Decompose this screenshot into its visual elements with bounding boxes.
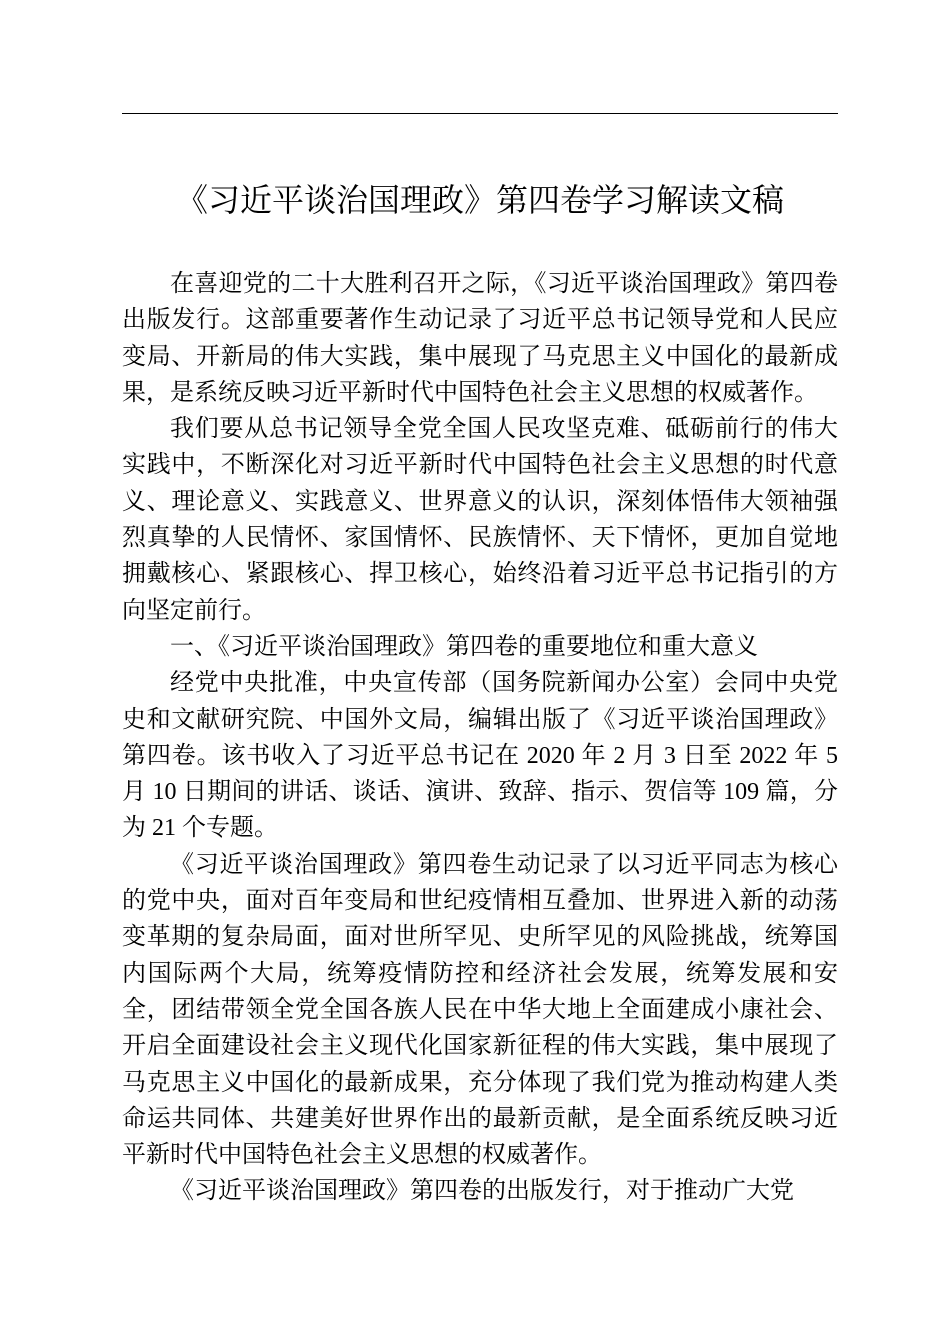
header-rule (122, 113, 838, 114)
document-title: 《习近平谈治国理政》第四卷学习解读文稿 (175, 181, 784, 219)
paragraph-intro: 在喜迎党的二十大胜利召开之际，《习近平谈治国理政》第四卷出版发行。这部重要著作生动记录了习近平总书记领导党和人民应变局、开新局的伟大实践，集中展现了马克思主义中国化的最新成果，是系统反映习近平新时代中国特色社会主义思想的权威著作。 (122, 271, 838, 406)
paragraph-study-requirement: 我们要从总书记领导全党全国人民攻坚克难、砥砺前行的伟大实践中，不断深化对习近平新时代中国特色社会主义思想的时代意义、理论意义、实践意义、世界意义的认识，深刻体悟伟大领袖强烈真挚的人民情怀、家国情怀、民族情怀、天下情怀，更加自觉地拥戴核心、紧跟核心、捍卫核心，始终沿着习近平总书记指引的方向坚定前行。 (122, 416, 838, 624)
document-body (122, 266, 838, 1210)
paragraph-publication-info: 经党中央批准，中央宣传部（国务院新闻办公室）会同中央党史和文献研究院、中国外文局，编辑出版了《习近平谈治国理政》第四卷。该书收入了习近平总书记在 2020 年 2 月 3 日至 2022 年 5 月 10 日期间的讲话、谈话、演讲、致辞、指示、贺信等 109 篇，分为 21 个专题。 (122, 670, 838, 842)
paragraph-continuation: 《习近平谈治国理政》第四卷的出版发行，对于推动广大党 (170, 1178, 794, 1205)
paragraph-significance: 《习近平谈治国理政》第四卷生动记录了以习近平同志为核心的党中央，面对百年变局和世纪疫情相互叠加、世界进入新的动荡变革期的复杂局面，面对世所罕见、史所罕见的风险挑战，统筹国内国际两个大局，统筹疫情防控和经济社会发展，统筹发展和安全，团结带领全党全国各族人民在中华大地上全面建成小康社会、开启全面建设社会主义现代化国家新征程的伟大实践，集中展现了马克思主义中国化的最新成果，充分体现了我们党为推动构建人类命运共同体、共建美好世界作出的最新贡献，是全面系统反映习近平新时代中国特色社会主义思想的权威著作。 (122, 851, 838, 1169)
section-heading-1: 一、《习近平谈治国理政》第四卷的重要地位和重大意义 (170, 633, 758, 660)
